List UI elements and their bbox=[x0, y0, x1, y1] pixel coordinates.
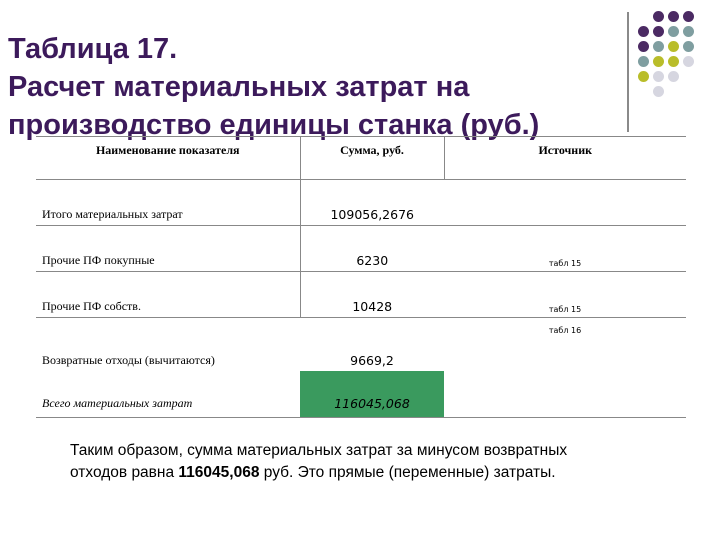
title-line-1: Таблица 17. bbox=[8, 33, 178, 65]
decorative-dot bbox=[683, 26, 694, 37]
summary-text-1: Таким образом, сумма материальных затрат за минусом возвратных отходов равна bbox=[70, 442, 568, 481]
table-total-row bbox=[36, 371, 686, 418]
row-name: Прочие ПФ собств. bbox=[36, 272, 300, 318]
decorative-dot bbox=[638, 71, 649, 82]
decorative-dot bbox=[668, 56, 679, 67]
cost-table bbox=[36, 136, 686, 418]
decorative-dot bbox=[668, 41, 679, 52]
row-sum: 10428 bbox=[300, 272, 444, 318]
header-name: Наименование показателя bbox=[36, 137, 300, 180]
decorative-dot bbox=[653, 41, 664, 52]
header-sum: Сумма, руб. bbox=[300, 137, 444, 180]
title-line-3: производство единицы станка (руб.) bbox=[8, 109, 540, 141]
decorative-dot bbox=[683, 11, 694, 22]
title-line-2: Расчет материальных затрат на bbox=[8, 71, 470, 103]
decorative-dot bbox=[653, 86, 664, 97]
decorative-dot bbox=[653, 26, 664, 37]
decorative-dot bbox=[668, 71, 679, 82]
summary-text-2: руб. Это прямые (переменные) затраты. bbox=[259, 464, 556, 481]
decorative-dot-grid bbox=[638, 11, 718, 121]
row-source: табл 15 bbox=[444, 272, 686, 318]
decorative-dot bbox=[668, 26, 679, 37]
decorative-dot bbox=[653, 56, 664, 67]
decorative-dot bbox=[668, 11, 679, 22]
decorative-dot bbox=[638, 56, 649, 67]
table-row bbox=[36, 226, 686, 272]
row-source bbox=[444, 180, 686, 226]
row-name: Прочие ПФ покупные bbox=[36, 226, 300, 272]
table-header-row bbox=[36, 137, 686, 180]
decorative-dot bbox=[653, 71, 664, 82]
table-row bbox=[36, 318, 686, 372]
decorative-dot bbox=[683, 56, 694, 67]
row-name: Возвратные отходы (вычитаются) bbox=[42, 353, 215, 367]
decorative-dot bbox=[653, 11, 664, 22]
table-row bbox=[36, 272, 686, 318]
decorative-dot bbox=[683, 41, 694, 52]
row-sum: 6230 bbox=[300, 226, 444, 272]
summary-amount: 116045,068 bbox=[178, 464, 260, 481]
decorative-dot bbox=[638, 41, 649, 52]
row-name: Итого материальных затрат bbox=[36, 180, 300, 226]
header-source: Источник bbox=[444, 137, 686, 180]
row-source: табл 16 bbox=[548, 326, 582, 335]
total-source bbox=[444, 371, 686, 418]
slide-title bbox=[8, 30, 608, 144]
row-source: табл 15 bbox=[444, 226, 686, 272]
row-sum: 9669,2 bbox=[350, 353, 394, 368]
total-name: Всего материальных затрат bbox=[36, 371, 300, 418]
total-sum: 116045,068 bbox=[300, 371, 444, 418]
decorative-dot bbox=[638, 26, 649, 37]
table-row bbox=[36, 180, 686, 226]
decorative-divider bbox=[627, 12, 629, 132]
row-sum: 109056,2676 bbox=[300, 180, 444, 226]
summary-paragraph bbox=[70, 440, 570, 484]
